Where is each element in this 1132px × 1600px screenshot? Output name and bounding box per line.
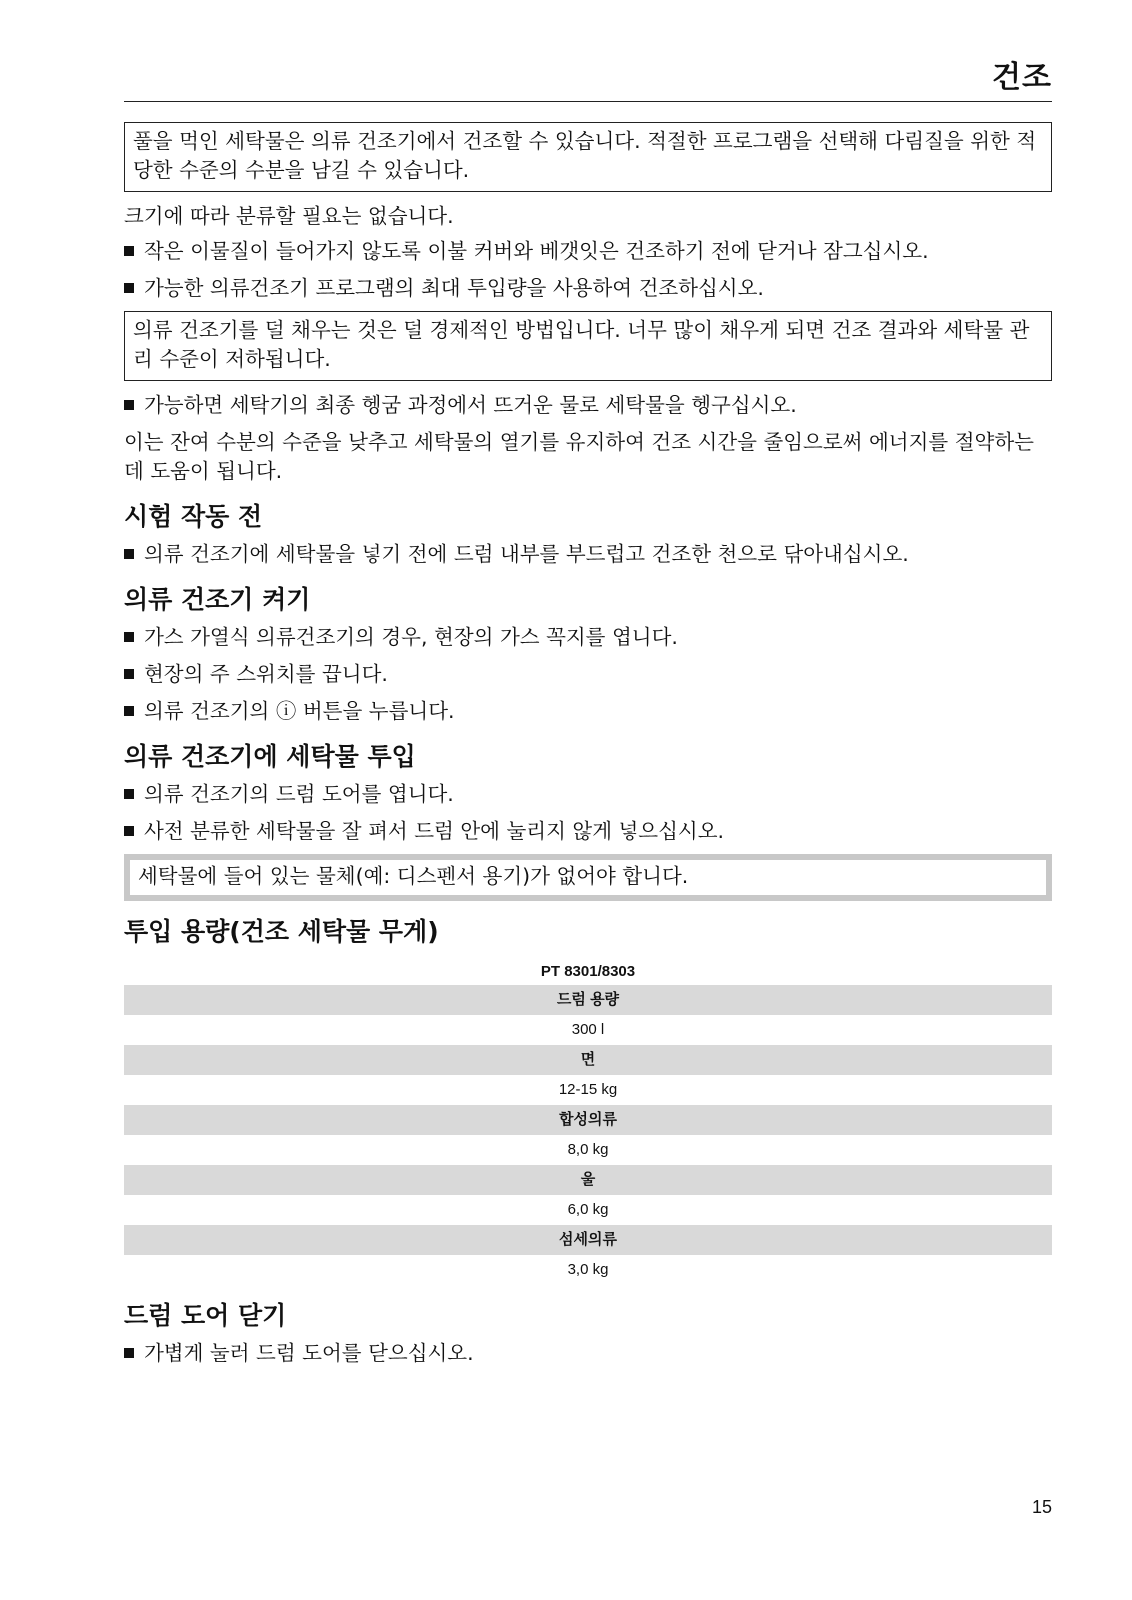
bullet-square-icon xyxy=(124,283,134,293)
bullet-square-icon xyxy=(124,400,134,410)
bullet-square-icon xyxy=(124,789,134,799)
bullet-text: 작은 이물질이 들어가지 않도록 이불 커버와 베갯잇은 건조하기 전에 닫거나 잠그십시오. xyxy=(144,239,929,263)
page-header-title: 건조 xyxy=(992,60,1052,95)
table-row-label: 드럼 용량 xyxy=(124,985,1052,1015)
bullet-square-icon xyxy=(124,669,134,679)
bullet-text: 현장의 주 스위치를 끕니다. xyxy=(144,662,388,686)
note-box-load: 의류 건조기를 덜 채우는 것은 덜 경제적인 방법입니다. 너무 많이 채우게 되면 건조 결과와 세탁물 관리 수준이 저하됩니다. xyxy=(124,311,1052,381)
bullet-text: 가볍게 눌러 드럼 도어를 닫으십시오. xyxy=(144,1341,474,1365)
page-number: 15 xyxy=(1031,1497,1052,1517)
table-model-header: PT 8301/8303 xyxy=(540,963,636,980)
bullet-item xyxy=(124,780,1052,809)
table-row-label: 섬세의류 xyxy=(124,1225,1052,1255)
bullet-square-icon xyxy=(124,246,134,256)
table-row-value: 12-15 kg xyxy=(558,1081,618,1098)
bullet-text: 의류 건조기에 세탁물을 넣기 전에 드럼 내부를 부드럽고 건조한 천으로 닦아내십시오. xyxy=(144,542,909,566)
bullet-item xyxy=(124,391,1052,420)
note-box-starch: 풀을 먹인 세탁물은 의류 건조기에서 건조할 수 있습니다. 적절한 프로그램을 선택해 다림질을 위한 적당한 수준의 수분을 남길 수 있습니다. xyxy=(124,122,1052,192)
bullet-square-icon xyxy=(124,1348,134,1358)
bullet-square-icon xyxy=(124,632,134,642)
bullet-text: 의류 건조기의 드럼 도어를 엽니다. xyxy=(144,782,454,806)
bullet-item xyxy=(124,237,1052,266)
table-row-value: 6,0 kg xyxy=(567,1201,609,1218)
bullet-square-icon xyxy=(124,549,134,559)
bullet-square-icon xyxy=(124,706,134,716)
bullet-item xyxy=(124,817,1052,846)
note-box-objects: 세탁물에 들어 있는 물체(예: 디스펜서 용기)가 없어야 합니다. xyxy=(124,854,1052,901)
table-row-value: 3,0 kg xyxy=(567,1261,609,1278)
bullet-item xyxy=(124,697,1052,726)
table-row-value: 300 l xyxy=(571,1021,605,1038)
table-row-label: 울 xyxy=(124,1165,1052,1195)
table-row-label: 면 xyxy=(124,1045,1052,1075)
section-heading-loading: 의류 건조기에 세탁물 투입 xyxy=(124,742,416,771)
table-row-label: 합성의류 xyxy=(124,1105,1052,1135)
bullet-square-icon xyxy=(124,826,134,836)
bullet-text: 가능한 의류건조기 프로그램의 최대 투입량을 사용하여 건조하십시오. xyxy=(144,276,764,300)
capacity-table xyxy=(124,959,1052,1285)
main-content xyxy=(124,122,1052,1376)
bullet-item xyxy=(124,623,1052,652)
bullet-item xyxy=(124,1339,1052,1368)
paragraph-sorting: 크기에 따라 분류할 필요는 없습니다. xyxy=(124,204,454,228)
bullet-text: 가능하면 세탁기의 최종 헹굼 과정에서 뜨거운 물로 세탁물을 헹구십시오. xyxy=(144,393,797,417)
bullet-item xyxy=(124,274,1052,303)
section-heading-load-capacity: 투입 용량(건조 세탁물 무게) xyxy=(124,917,439,946)
bullet-item xyxy=(124,540,1052,569)
section-heading-switch-on: 의류 건조기 켜기 xyxy=(124,585,311,614)
section-heading-before-first-use: 시험 작동 전 xyxy=(124,502,263,531)
section-heading-close-door: 드럼 도어 닫기 xyxy=(124,1301,287,1330)
header-divider xyxy=(124,101,1052,102)
bullet-text: 사전 분류한 세탁물을 잘 펴서 드럼 안에 눌리지 않게 넣으십시오. xyxy=(144,819,725,843)
bullet-text: 의류 건조기의 ⓘ 버튼을 누릅니다. xyxy=(144,699,455,723)
bullet-text: 가스 가열식 의류건조기의 경우, 현장의 가스 꼭지를 엽니다. xyxy=(144,625,678,649)
table-row-value: 8,0 kg xyxy=(567,1141,609,1158)
bullet-item xyxy=(124,660,1052,689)
paragraph-energy: 이는 잔여 수분의 수준을 낮추고 세탁물의 열기를 유지하여 건조 시간을 줄임으로써 에너지를 절약하는 데 도움이 됩니다. xyxy=(124,430,1034,483)
